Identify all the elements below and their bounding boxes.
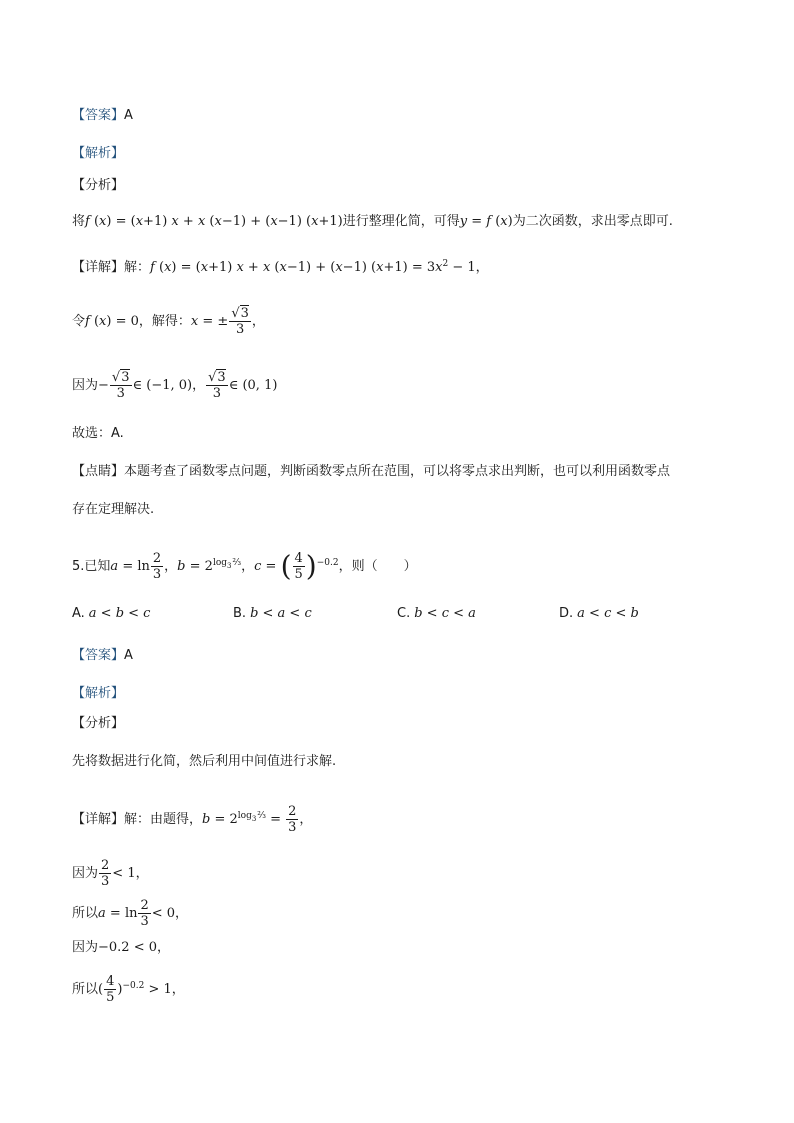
answer-tag: 【答案】 bbox=[72, 108, 125, 123]
analysis-tag: 【解析】 bbox=[72, 146, 125, 161]
detail-pre: 解：由题得， bbox=[124, 812, 203, 827]
analysis-tag: 【解析】 bbox=[72, 686, 125, 701]
q4-comment-line2 bbox=[72, 500, 154, 520]
q5-detail-line bbox=[72, 804, 312, 835]
step2-pre: 因为 bbox=[72, 378, 99, 393]
fenxi-tag: 【分析】 bbox=[72, 716, 125, 731]
ineq-neg: −0.2 < 0， bbox=[98, 940, 171, 955]
q4-answer-line bbox=[72, 106, 133, 126]
answer-tag: 【答案】 bbox=[72, 648, 125, 663]
comma: ， bbox=[299, 812, 313, 827]
ineq-lt0: < 0， bbox=[151, 906, 189, 921]
option-b[interactable] bbox=[233, 604, 312, 624]
left-paren: ( bbox=[280, 549, 292, 583]
exponent: −0.2 bbox=[316, 558, 339, 569]
detail-post: ， bbox=[475, 259, 489, 275]
formula-a-ln: a = ln bbox=[98, 906, 138, 921]
fenxi-tag: 【分析】 bbox=[72, 178, 125, 193]
question-number: 5. bbox=[72, 559, 85, 574]
option-d[interactable] bbox=[559, 604, 639, 624]
def-b: $b = 2^{log_3 \frac{2}{3}}$ bbox=[177, 558, 242, 574]
left-paren: ( bbox=[98, 982, 104, 997]
fraction-2-3: $\frac{2}{3}$ bbox=[152, 551, 162, 582]
option-label: D. bbox=[559, 606, 574, 621]
option-label: B. bbox=[233, 606, 247, 621]
fenxi-text-pre: 将 bbox=[72, 214, 86, 229]
interval-pos: ∈ (0, 1) bbox=[228, 378, 278, 393]
ineq-lt1: < 1， bbox=[112, 866, 149, 881]
detail-tag: 【详解】 bbox=[72, 812, 125, 827]
step1-pre: 令 bbox=[72, 314, 86, 329]
formula-y: y = f (x) bbox=[459, 214, 513, 229]
formula-f: f (x) = (x+1) x + x (x−1) + (x−1) (x+1) bbox=[85, 214, 343, 229]
q4-step2 bbox=[72, 370, 277, 401]
detail-tag: 【详解】 bbox=[72, 259, 125, 275]
option-label: A. bbox=[72, 606, 85, 621]
comment-text-2: 存在定理解决. bbox=[72, 502, 155, 517]
q4-comment-line1 bbox=[72, 462, 670, 482]
fraction-sqrt3-over-3: $\frac{√3}{3}$ bbox=[231, 306, 249, 337]
right-paren: ) bbox=[305, 549, 317, 583]
formula-b: $b = 2^{log_3 \frac{2}{3}}$ = bbox=[202, 811, 286, 827]
q4-fenxi-text bbox=[72, 212, 673, 232]
fraction-sqrt3-over-3: $\frac{√3}{3}$ bbox=[111, 370, 130, 401]
def-a: a = ln bbox=[110, 559, 150, 574]
stem-post: ，则（ ） bbox=[338, 559, 417, 574]
fenxi-text-mid: 进行整理化简，可得 bbox=[342, 214, 460, 229]
choose-text: 故选：A. bbox=[72, 426, 124, 441]
def-c: c = bbox=[254, 559, 281, 574]
interval-neg: ∈ (−1, 0) bbox=[132, 378, 193, 393]
q5-analysis-heading bbox=[72, 684, 124, 704]
q5-answer-line bbox=[72, 646, 133, 666]
option-expr: b < c < a bbox=[414, 606, 476, 621]
fenxi-text: 先将数据进行化简，然后利用中间值进行求解. bbox=[72, 754, 337, 769]
so-text: 所以 bbox=[72, 982, 99, 997]
fraction-2-3: $\frac{2}{3}$ bbox=[101, 858, 110, 889]
q4-fenxi-heading bbox=[72, 176, 124, 196]
answer-value: A bbox=[124, 108, 133, 123]
step2-mid: ， bbox=[192, 378, 206, 393]
fraction-sqrt3-over-3: $\frac{√3}{3}$ bbox=[208, 370, 226, 401]
q4-analysis-heading bbox=[72, 144, 124, 164]
fenxi-text-post: 为二次函数，求出零点即可. bbox=[512, 214, 673, 229]
stem-sep: ， bbox=[164, 559, 178, 574]
option-expr: a < c < b bbox=[577, 606, 639, 621]
fraction-4-5: $\frac{4}{5}$ bbox=[106, 974, 115, 1005]
option-c[interactable] bbox=[397, 604, 476, 624]
because-text: 因为 bbox=[72, 940, 99, 955]
q5-because1 bbox=[72, 858, 149, 889]
option-a[interactable] bbox=[72, 604, 150, 624]
q5-stem bbox=[72, 551, 417, 582]
stem-sep: ， bbox=[241, 559, 255, 574]
ineq-gt1: > 1， bbox=[144, 982, 185, 997]
exponent: −0.2 bbox=[122, 981, 145, 992]
q5-fenxi-heading bbox=[72, 714, 124, 734]
answer-value: A bbox=[124, 648, 133, 663]
right-paren: ) bbox=[117, 982, 123, 997]
formula-zero: f (x) = 0 bbox=[85, 314, 139, 329]
q5-fenxi-text bbox=[72, 752, 336, 772]
q5-so2 bbox=[72, 974, 185, 1005]
option-expr: a < b < c bbox=[88, 606, 151, 621]
because-text: 因为 bbox=[72, 866, 99, 881]
option-expr: b < a < c bbox=[250, 606, 312, 621]
formula-detail: f (x) = (x+1) x + x (x−1) + (x−1) $(x+1) = 3x^2 - 1$ bbox=[150, 259, 476, 275]
formula-root: x = ± bbox=[190, 314, 229, 329]
fraction-2-3: $\frac{2}{3}$ bbox=[288, 804, 297, 835]
detail-pre: 解： bbox=[124, 259, 151, 275]
q4-step1 bbox=[72, 306, 265, 337]
comment-tag: 【点睛】 bbox=[72, 464, 125, 479]
minus-sign: − bbox=[98, 378, 109, 393]
so-text: 所以 bbox=[72, 906, 99, 921]
stem-pre: 已知 bbox=[84, 559, 111, 574]
step1-mid: ，解得： bbox=[138, 314, 191, 329]
q4-detail-line bbox=[72, 254, 489, 278]
q5-so1 bbox=[72, 898, 188, 929]
comment-text-1: 本题考查了函数零点问题，判断函数零点所在范围，可以将零点求出判断，也可以利用函数零点 bbox=[124, 464, 671, 479]
option-label: C. bbox=[397, 606, 411, 621]
step1-post: ， bbox=[251, 314, 265, 329]
fraction-4-5: $\frac{4}{5}$ bbox=[294, 551, 303, 582]
q4-choose bbox=[72, 424, 124, 444]
fraction-2-3: $\frac{2}{3}$ bbox=[140, 898, 149, 929]
q5-because2 bbox=[72, 938, 170, 958]
